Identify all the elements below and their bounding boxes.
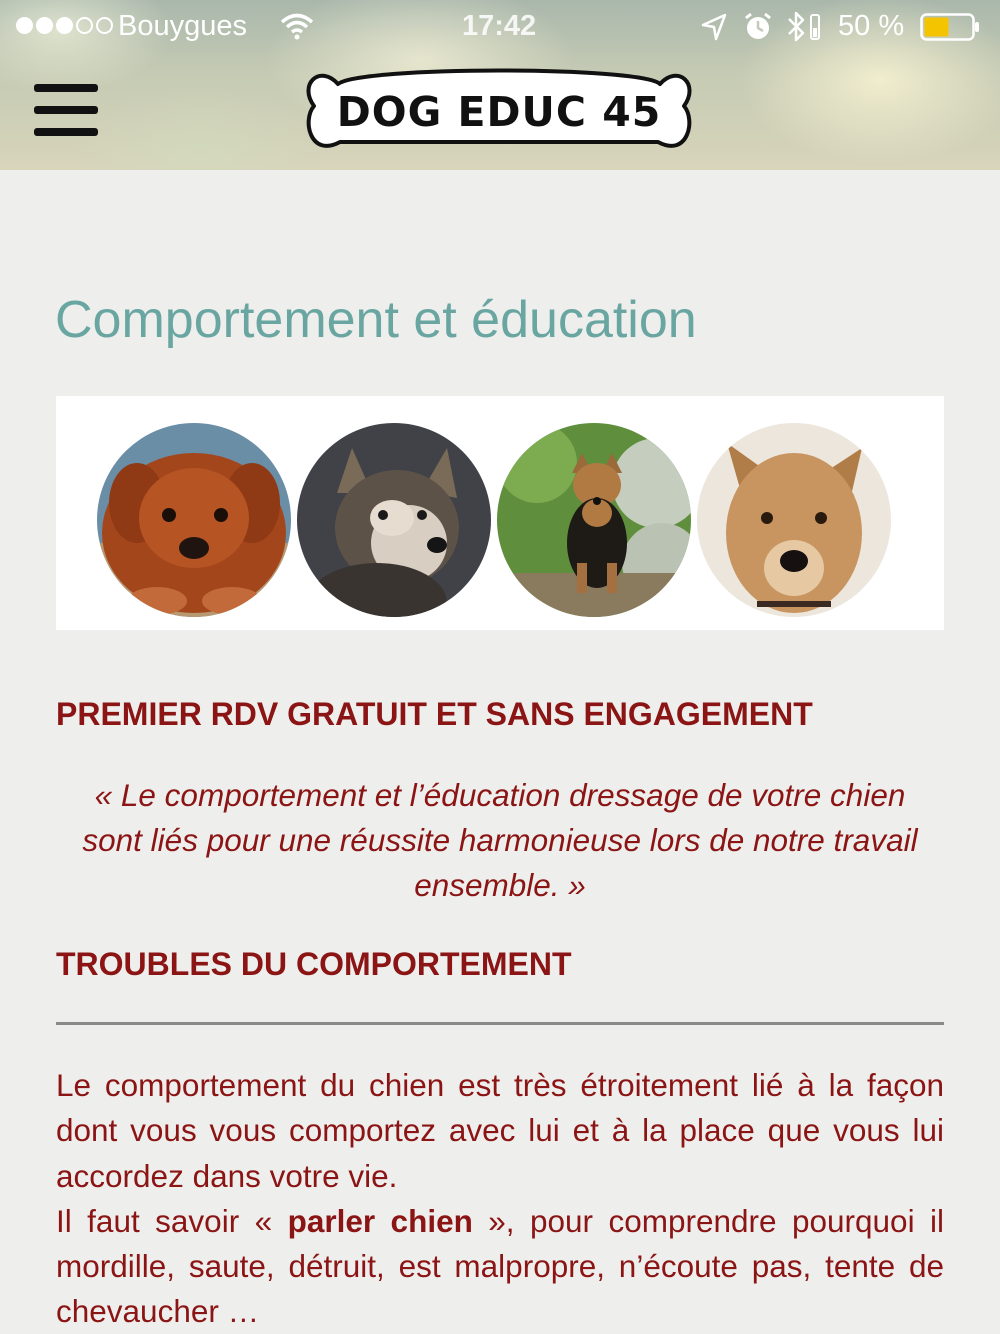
signal-strength-icon — [16, 17, 113, 34]
paragraph-1: Le comportement du chien est très étroitement lié à la façon dont vous vous comportez avec lui et à la place que vous lui accordez dans votre vie. — [56, 1067, 944, 1194]
husky-photo — [297, 423, 491, 617]
paragraph-2 — [56, 1199, 944, 1334]
status-clock: 17:42 — [462, 10, 537, 42]
bluetooth-icon — [784, 10, 824, 44]
location-arrow-icon — [700, 12, 728, 42]
brown-dog-photo — [697, 423, 891, 617]
logo-text: DOG EDUC 45 — [336, 88, 662, 136]
alarm-icon — [743, 11, 773, 43]
puppy-photo — [97, 423, 291, 617]
intro-quote: « Le comportement et l’éducation dressage de votre chien sont liés pour une réussite harmonieuse lors de notre travail ensemble. » — [82, 777, 918, 903]
wifi-icon — [280, 12, 314, 40]
paragraph-2-start: Il faut savoir « — [56, 1202, 288, 1239]
free-appointment-heading: PREMIER RDV GRATUIT ET SANS ENGAGEMENT — [56, 696, 813, 732]
battery-icon — [920, 13, 980, 41]
body-text — [56, 1063, 944, 1334]
status-bar — [0, 0, 1000, 56]
app-header — [0, 0, 1000, 170]
section-divider — [56, 1022, 944, 1025]
carrier-name: Bouygues — [118, 10, 247, 42]
dog-photo-banner — [56, 396, 944, 630]
paragraph-2-end: », pour comprendre pourquoi il mordille, saute, détruit, est malpropre, n’écoute pas, tente de chevaucher … — [56, 1202, 945, 1330]
site-logo[interactable] — [300, 62, 698, 162]
behavior-problems-heading: TROUBLES DU COMPORTEMENT — [56, 946, 572, 982]
battery-percentage: 50 % — [838, 10, 905, 42]
parler-chien-emphasis: parler chien — [287, 1202, 473, 1239]
page-title: Comportement et éducation — [55, 291, 697, 349]
hamburger-menu-icon[interactable] — [34, 84, 98, 136]
terrier-photo — [497, 423, 691, 617]
